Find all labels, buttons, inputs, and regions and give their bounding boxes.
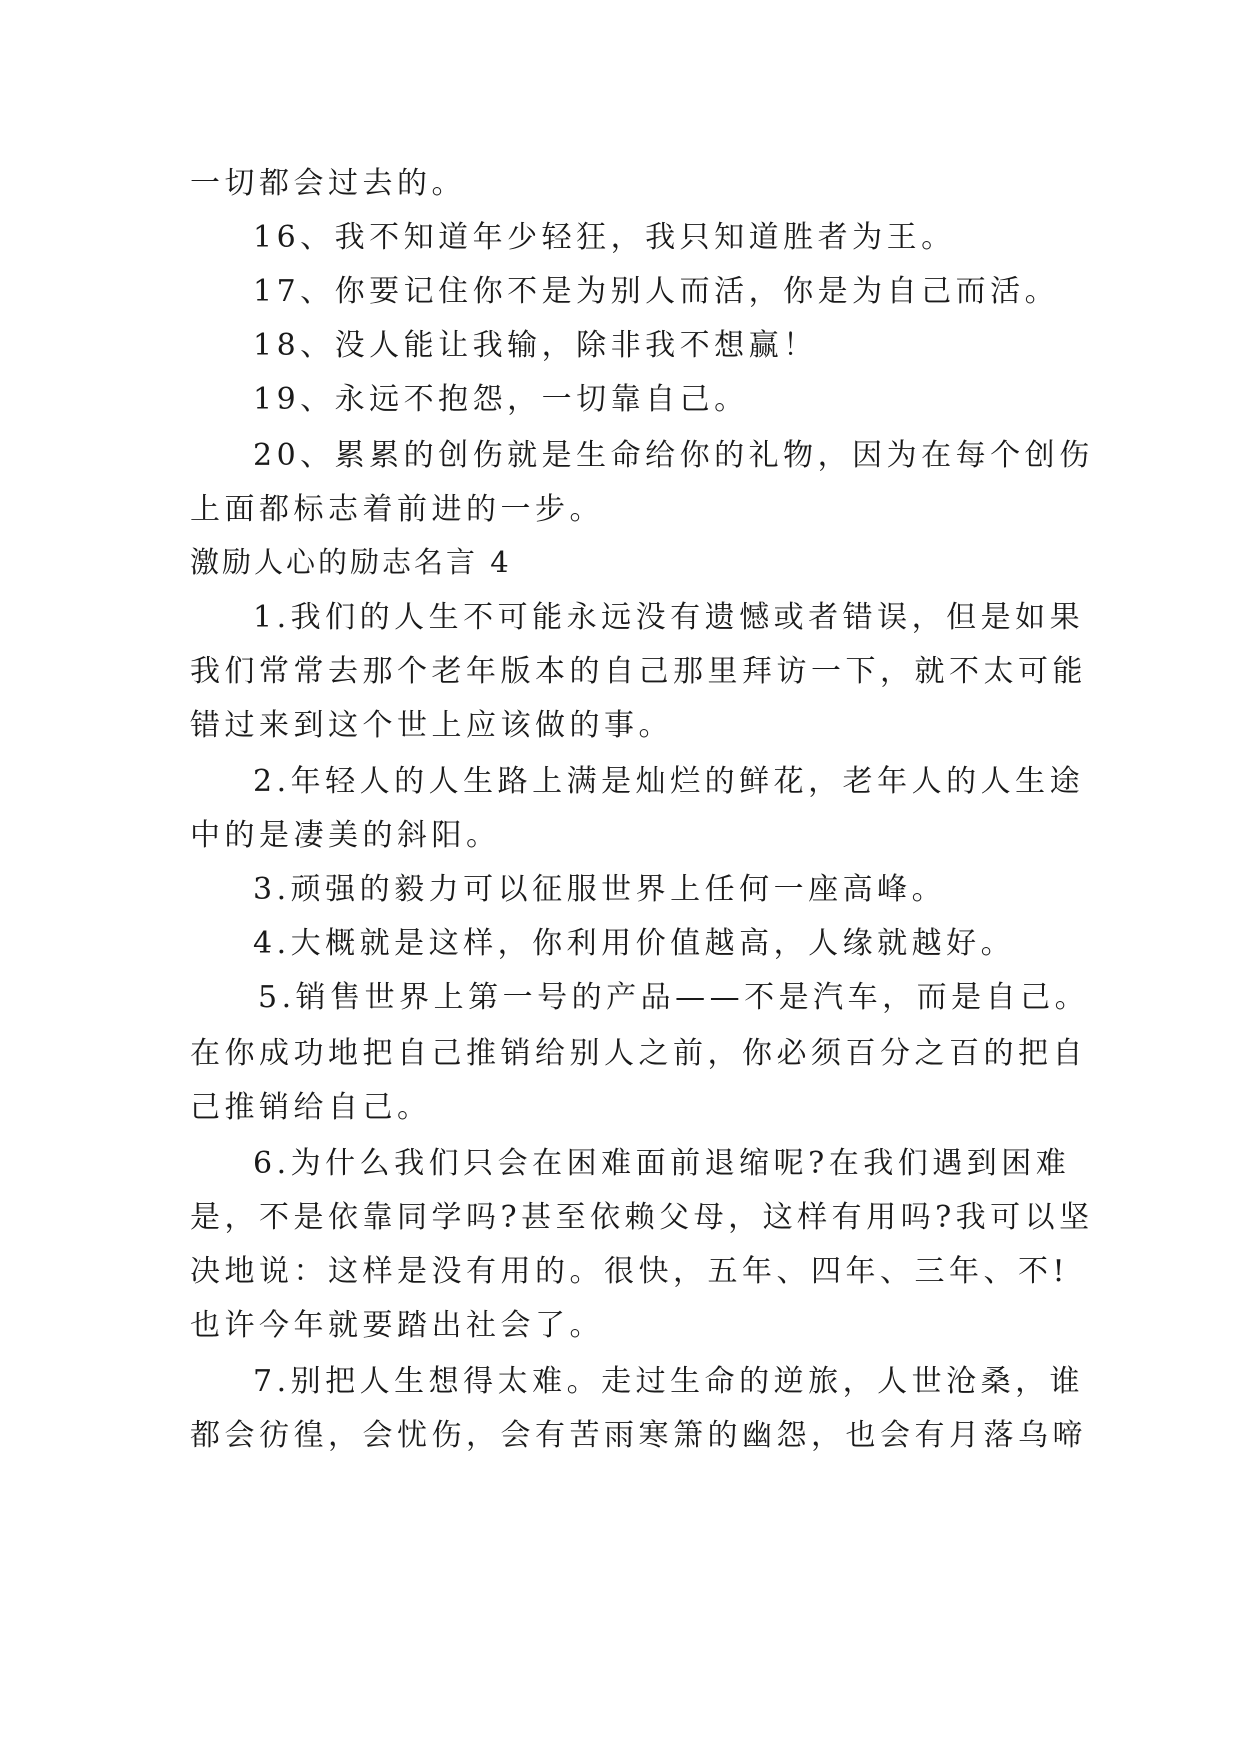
text-line: 一切都会过去的。 <box>190 166 466 201</box>
item-5: 5.销售世界上第一号的产品——不是汽车，而是自己。 <box>258 980 1090 1015</box>
quote-16: 16、我不知道年少轻狂，我只知道胜者为王。 <box>253 220 956 255</box>
text-line: 都会彷徨，会忧伤，会有苦雨寒箫的幽怨，也会有月落乌啼 <box>190 1418 1087 1453</box>
section-heading: 激励人心的励志名言 4 <box>190 545 512 579</box>
text-line: 中的是凄美的斜阳。 <box>190 818 501 853</box>
quote-17: 17、你要记住你不是为别人而活，你是为自己而活。 <box>253 274 1060 309</box>
quote-19: 19、永远不抱怨，一切靠自己。 <box>253 382 749 417</box>
item-3: 3.顽强的毅力可以征服世界上任何一座高峰。 <box>253 872 947 907</box>
text-line: 己推销给自己。 <box>190 1090 432 1125</box>
text-line: 决地说：这样是没有用的。很快，五年、四年、三年、不! <box>190 1254 1070 1289</box>
text-line: 是，不是依靠同学吗?甚至依赖父母，这样有用吗?我可以坚 <box>190 1200 1094 1235</box>
text-line: 在你成功地把自己推销给别人之前，你必须百分之百的把自 <box>190 1036 1087 1071</box>
text-line: 我们常常去那个老年版本的自己那里拜访一下，就不太可能 <box>190 654 1087 689</box>
quote-20: 20、累累的创伤就是生命给你的礼物，因为在每个创伤 <box>253 438 1094 473</box>
text-line: 上面都标志着前进的一步。 <box>190 492 604 527</box>
quote-18: 18、没人能让我输，除非我不想赢！ <box>253 328 818 363</box>
item-7: 7.别把人生想得太难。走过生命的逆旅，人世沧桑，谁 <box>253 1364 1085 1399</box>
item-1: 1.我们的人生不可能永远没有遗憾或者错误，但是如果 <box>253 600 1085 635</box>
item-4: 4.大概就是这样，你利用价值越高，人缘就越好。 <box>253 926 1016 961</box>
text-line: 也许今年就要踏出社会了。 <box>190 1308 604 1343</box>
item-2: 2.年轻人的人生路上满是灿烂的鲜花，老年人的人生途 <box>253 764 1085 799</box>
text-line: 错过来到这个世上应该做的事。 <box>190 708 673 743</box>
item-6: 6.为什么我们只会在困难面前退缩呢?在我们遇到困难 <box>253 1146 1071 1181</box>
